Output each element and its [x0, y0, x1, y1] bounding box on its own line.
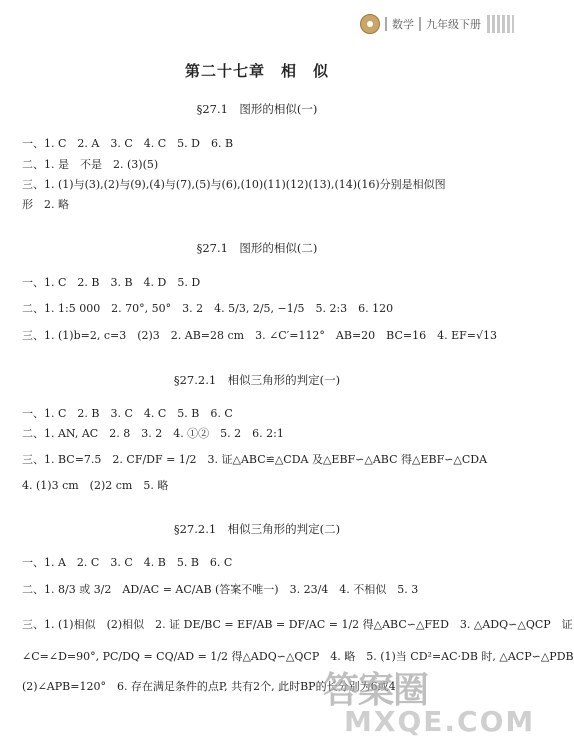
answer-line: 二、1. 1:5 000 2. 70°, 50° 3. 2 4. 5/3, 2/5, −1/5 5. 2:3 6. 120	[22, 302, 394, 315]
answer-line: 二、1. AN, AC 2. 8 3. 2 4. ①② 5. 2 6. 2:1	[22, 427, 284, 440]
answer-line: 一、1. C 2. B 3. C 4. C 5. B 6. C	[22, 407, 233, 420]
answer-line: 三、1. (1)与(3),(2)与(9),(4)与(7),(5)与(6),(10)(11)(12)(13),(14)(16)分别是相似图	[22, 178, 446, 191]
chapter-title: 第二十七章 相 似	[184, 62, 329, 80]
answer-line: 形 2. 略	[22, 198, 69, 211]
answer-line: 三、1. (1)相似 (2)相似 2. 证 DE/BC = EF/AB = DF/AC = 1/2 得△ABC∽△FED 3. △ADQ∽△QCP 证	[22, 618, 573, 631]
header-decoration	[487, 15, 514, 33]
watermark-logo: 答案圈	[323, 670, 429, 711]
watermark-url: MXQE.COM	[344, 705, 536, 738]
answer-line: 一、1. A 2. C 3. C 4. B 5. B 6. C	[22, 556, 233, 569]
section-title: §27.2.1 相似三角形的判定(二)	[173, 522, 341, 536]
answer-line: ∠C=∠D=90°, PC/DQ = CQ/AD = 1/2 得△ADQ∽△QCP 4. 略 5. (1)当 CD²=AC·DB 时, △ACP∽△PDB	[22, 650, 574, 663]
answer-line: 4. (1)3 cm (2)2 cm 5. 略	[22, 479, 169, 492]
section-title: §27.1 图形的相似(一)	[196, 102, 318, 116]
header-grade: 九年级下册	[426, 18, 481, 31]
answer-line: 二、1. 8/3 或 3/2 AD/AC = AC/AB (答案不唯一) 3. 23/4 4. 不相似 5. 3	[22, 583, 419, 596]
book-logo-icon	[360, 14, 380, 34]
answer-line: 一、1. C 2. A 3. C 4. C 5. D 6. B	[22, 137, 234, 150]
section-title: §27.2.1 相似三角形的判定(一)	[173, 373, 341, 387]
answer-line: 三、1. (1)b=2, c=3 (2)3 2. AB=28 cm 3. ∠C′=112° AB=20 BC=16 4. EF=√13	[22, 329, 497, 342]
answer-line: (2)∠APB=120° 6. 存在满足条件的点P, 共有2个, 此时BP的长分别为6或4	[22, 680, 396, 693]
page-header	[360, 14, 514, 34]
section-title: §27.1 图形的相似(二)	[196, 241, 318, 255]
header-divider	[385, 17, 387, 31]
answer-line: 三、1. BC=7.5 2. CF/DF = 1/2 3. 证△ABC≌△CDA 及△EBF∽△ABC 得△EBF∽△CDA	[22, 453, 488, 466]
header-divider	[419, 17, 421, 31]
answer-line: 一、1. C 2. B 3. B 4. D 5. D	[22, 276, 201, 289]
answer-line: 二、1. 是 不是 2. (3)(5)	[22, 158, 159, 171]
header-subject: 数学	[392, 18, 414, 31]
